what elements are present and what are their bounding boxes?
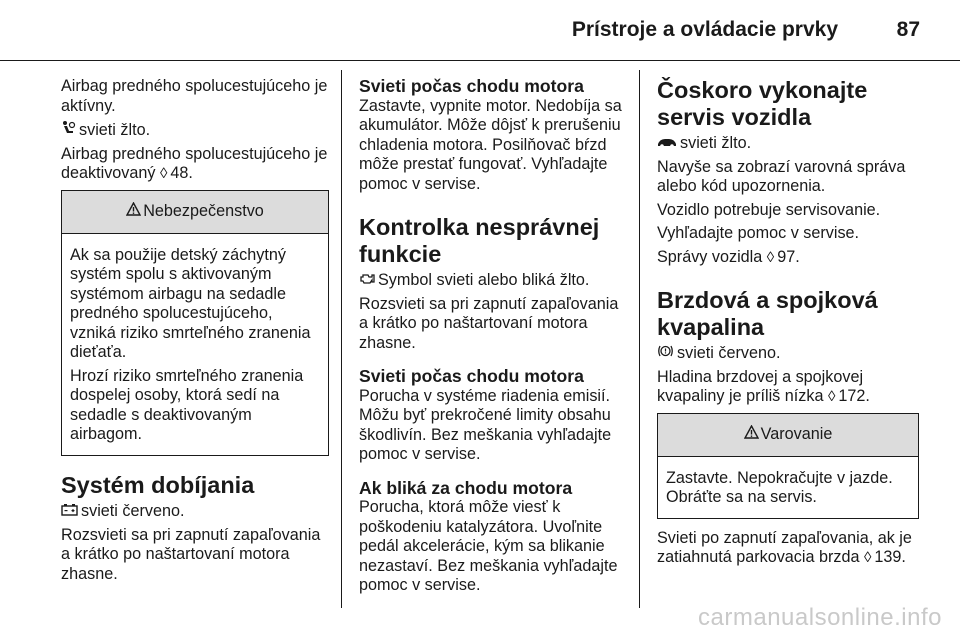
danger-box [61,190,329,456]
page-reference: 139. [874,548,906,566]
paragraph-text: Hladina brzdovej a spojkovej kvapaliny je príliš nízka [657,367,864,405]
section-heading-service: Čoskoro vykonajte servis vozidla [657,77,868,130]
page-number: 87 [896,18,920,41]
paragraph: Zastavte. Nepokračujte v jazde. Obráťte sa na servis. [666,468,893,506]
paragraph-text: Správy vozidla [657,247,767,266]
battery-icon [61,502,78,522]
paragraph [61,145,329,184]
paragraph: Ak sa použije detský záchytný systém spolu s aktivovaným systémom airbagu na sedadle predného spolucestujúceho, vzniká riziko smrteľného zranenia dieťaťa. [70,245,311,361]
paragraph [657,344,919,364]
page-reference: 48. [170,164,193,182]
page-header-title: Prístroje a ovládacie prvky [571,18,838,41]
page-reference-icon: ◊ [827,388,836,405]
section-heading-charging: Systém dobíjania [61,471,255,498]
danger-box-header [62,191,328,234]
paragraph-text: svieti žlto. [680,134,752,152]
engine-icon [359,271,375,291]
paragraph [657,529,919,568]
column-2 [359,77,627,600]
paragraph [61,502,329,522]
paragraph: Airbag predného spolucestujúceho je aktívny. [61,77,328,115]
paragraph: Zastavte, vypnite motor. Nedobíja sa akumulátor. Môže dôjsť k prerušeniu chladenia motora. Posilňovač bŕzd môže prestať fungovať. Vyhľadajte pomoc v servise. [359,96,622,193]
paragraph: Hrozí riziko smrteľného zranenia dospelej osoby, ktorá sedí na sedadle s deaktivovaným airbagom. [70,366,304,443]
page-reference-icon: ◊ [766,248,775,266]
column-3 [657,77,919,572]
paragraph-text: svieti červeno. [81,502,185,520]
paragraph [657,248,919,268]
subheading-running: Svieti počas chodu motora [359,76,584,96]
warning-triangle-icon [744,425,759,445]
brake-warning-icon [657,344,674,364]
paragraph-text: Symbol svieti alebo bliká žlto. [378,271,590,289]
paragraph [359,271,627,291]
warning-box-header [658,414,918,457]
danger-box-body [62,234,328,455]
paragraph: Rozsvieti sa pri zapnutí zapaľovania a krátko po naštartovaní motora zhasne. [359,294,619,352]
paragraph-text: svieti žlto. [79,121,151,139]
airbag-off-icon [61,120,76,141]
paragraph: Vyhľadajte pomoc v servise. [657,224,860,242]
page-reference-icon: ◊ [863,549,872,566]
warning-box-body [658,457,918,518]
column-1 [61,77,329,588]
paragraph: Navyše sa zobrazí varovná správa alebo kód upozornenia. [657,157,906,195]
warning-triangle-icon [126,202,141,222]
danger-box-title: Nebezpečenstvo [143,201,264,220]
paragraph: Vozidlo potrebuje servisovanie. [657,200,881,219]
page-reference: 172. [838,387,870,405]
paragraph: Porucha, ktorá môže viesť k poškodeniu katalyzátora. Uvoľnite pedál akcelerácie, kým sa blikanie nezastaví. Bez meškania vyhľadajte pomoc v servise. [359,498,618,594]
column-divider-1 [341,70,342,608]
paragraph [657,368,919,407]
paragraph-text: Svieti po zapnutí zapaľovania, ak je zatiahnutá parkovacia brzda [657,528,912,566]
paragraph [61,120,329,141]
page-reference: 97. [777,247,800,266]
section-heading-brake-fluid: Brzdová a spojková kvapalina [657,287,878,340]
paragraph-text: Airbag predného spolucestujúceho je deaktivovaný [61,144,328,182]
wrench-car-icon [657,134,677,154]
column-divider-2 [639,70,640,608]
subheading-running: Svieti počas chodu motora [359,366,584,386]
paragraph-text: svieti červeno. [677,344,781,362]
section-heading-malfunction: Kontrolka nesprávnej funkcie [359,214,600,267]
paragraph [657,134,919,154]
header-rule [0,60,960,61]
warning-box [657,413,919,519]
warning-box-title: Varovanie [760,424,833,443]
subheading-flashing: Ak bliká za chodu motora [359,477,573,498]
paragraph: Porucha v systéme riadenia emisií. Môžu byť prekročené limity obsahu škodlivín. Bez meškania vyhľadajte pomoc v servise. [359,386,612,463]
watermark: carmanualsonline.info [698,604,942,631]
paragraph: Rozsvieti sa pri zapnutí zapaľovania a krátko po naštartovaní motora zhasne. [61,525,321,583]
page-reference-icon: ◊ [159,165,168,182]
